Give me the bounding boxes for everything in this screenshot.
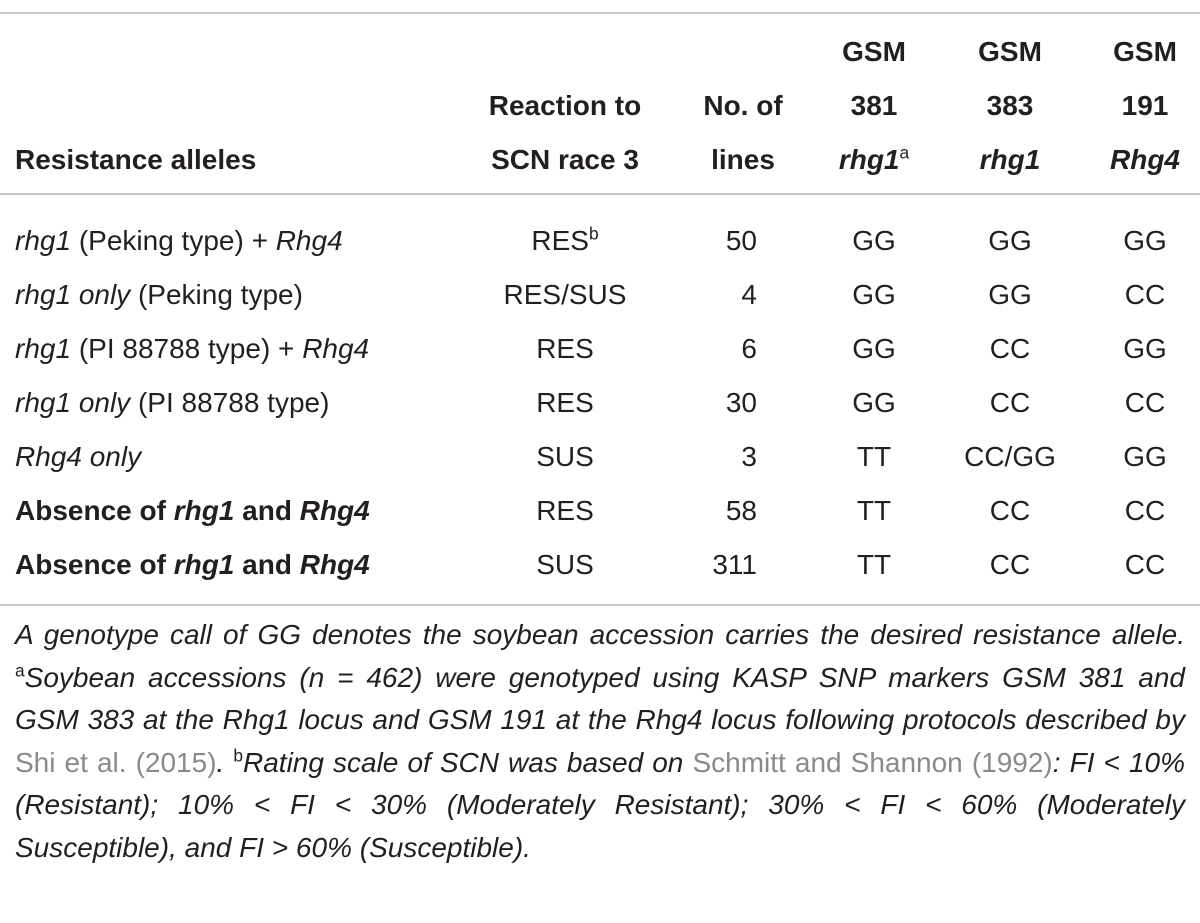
table-row (0, 430, 1200, 484)
header-gsm-191: GSM 191 Rhg4 (1110, 36, 1180, 175)
lines-count-cell: 6 (741, 333, 757, 364)
gsm191-cell: CC (1124, 549, 1166, 580)
table-bottom-rule (0, 604, 1200, 606)
gsm381-cell: TT (856, 441, 892, 472)
reaction-cell: RES$^b$ (531, 223, 599, 256)
header-reaction: Reaction to SCN race 3 (488, 90, 642, 175)
table-row (0, 538, 1200, 592)
resistance-allele-cell: Absence of rhg1 and Rhg4 (15, 495, 370, 526)
gsm383-cell: CC/GG (964, 441, 1056, 472)
gsm381-cell: GG (852, 387, 896, 418)
gsm191-cell: GG (1123, 225, 1167, 256)
header-no-of-lines: No. of lines (703, 90, 783, 175)
gsm383-cell: GG (988, 225, 1032, 256)
resistance-allele-cell: rhg1 (Peking type) + Rhg4 (15, 225, 343, 256)
header-bottom-rule (0, 193, 1200, 195)
table-row (0, 322, 1200, 376)
gsm381-cell: GG (852, 225, 896, 256)
gsm383-cell: GG (988, 279, 1032, 310)
reaction-cell: RES (536, 495, 594, 526)
gsm383-cell: CC (989, 495, 1031, 526)
gsm191-cell: CC (1124, 387, 1166, 418)
resistance-allele-cell: rhg1 only (Peking type) (15, 279, 303, 310)
gsm191-cell: CC (1124, 279, 1166, 310)
gsm383-cell: CC (989, 333, 1031, 364)
gsm381-cell: GG (852, 279, 896, 310)
gsm381-cell: GG (852, 333, 896, 364)
lines-count-cell: 58 (725, 495, 757, 526)
table-row (0, 484, 1200, 538)
reaction-cell: SUS (536, 441, 594, 472)
resistance-allele-cell: Absence of rhg1 and Rhg4 (15, 549, 370, 580)
gsm381-cell: TT (856, 549, 892, 580)
table-top-rule (0, 12, 1200, 14)
resistance-allele-cell: rhg1 (PI 88788 type) + Rhg4 (15, 333, 370, 364)
header-gsm-381: GSM 381 rhg1$^a$ (838, 36, 910, 175)
lines-count-cell: 311 (712, 549, 757, 580)
reaction-cell: RES (536, 333, 594, 364)
resistance-allele-cell: Rhg4 only (15, 441, 142, 472)
gsm191-cell: CC (1124, 495, 1166, 526)
gsm191-cell: GG (1123, 441, 1167, 472)
table-row (0, 214, 1200, 268)
lines-count-cell: 3 (741, 441, 757, 472)
gsm381-cell: TT (856, 495, 892, 526)
gsm191-cell: GG (1123, 333, 1167, 364)
gsm383-cell: CC (989, 387, 1031, 418)
table-row (0, 376, 1200, 430)
lines-count-cell: 50 (725, 225, 757, 256)
citation-link-schmitt-shannon-1992[interactable]: Schmitt and Shannon (1992) (692, 746, 1053, 778)
reaction-cell: RES (536, 387, 594, 418)
resistance-allele-cell: rhg1 only (PI 88788 type) (15, 387, 330, 418)
reaction-cell: SUS (536, 549, 594, 580)
header-resistance-alleles: Resistance alleles (15, 144, 257, 175)
citation-link-shi-2015[interactable]: Shi et al. (2015) (15, 746, 217, 778)
table-row (0, 268, 1200, 322)
lines-count-cell: 4 (741, 279, 757, 310)
table-footnote: A genotype call of GG denotes the soybean accession carries the desired resistance allele. $^a$Soybean accessions (n = 462) were genotyped using KASP SNP markers GSM 381 and GSM 383 at the Rhg1 locus and GSM 191 at the Rhg4 locus following protocols described by Shi et al. (2015). $^b$Rating scale of SCN was based on Schmitt and Shannon (1992): FI < 10% (Resistant); 10% < FI < 30% (Moderately Resistant); 30% < FI < 60% (Moderately Susceptible), and FI > 60% (Susceptible). (15, 619, 1186, 863)
header-gsm-383: GSM 383 rhg1 (978, 36, 1042, 175)
lines-count-cell: 30 (725, 387, 757, 418)
gsm383-cell: CC (989, 549, 1031, 580)
reaction-cell: RES/SUS (503, 279, 627, 310)
